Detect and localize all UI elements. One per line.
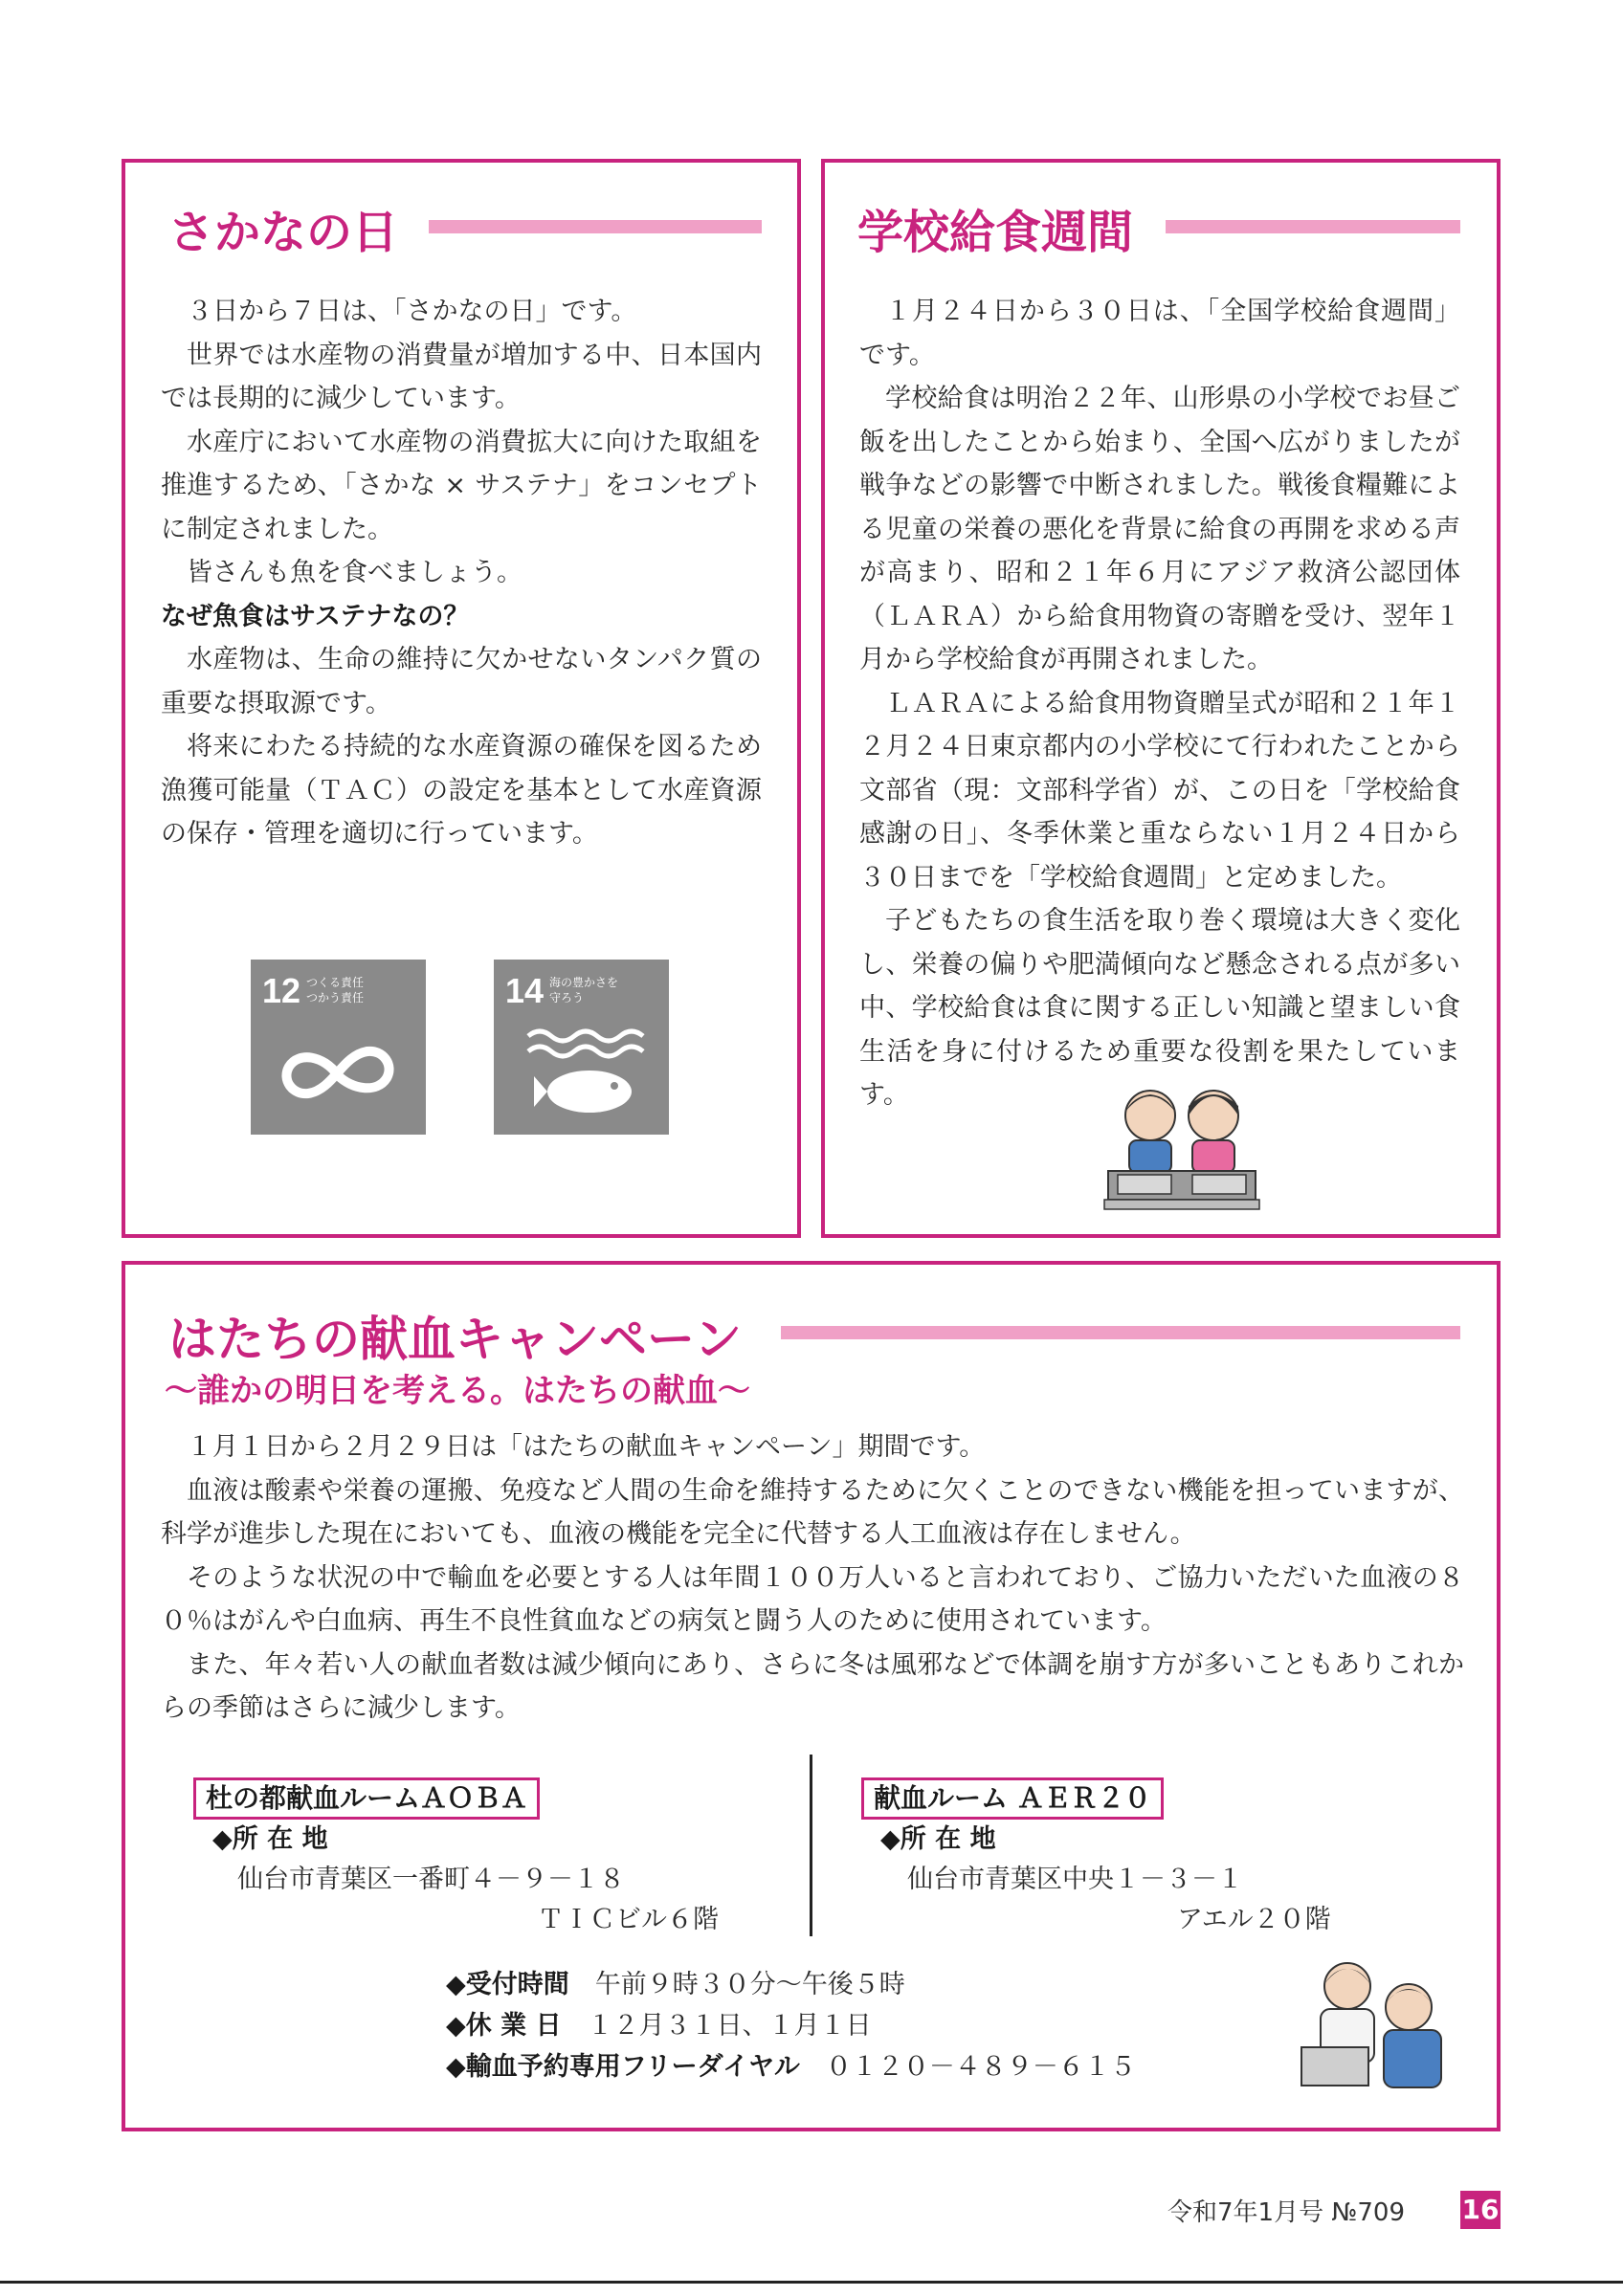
fish-day-body <box>161 290 762 856</box>
school-lunch-title-rule <box>1166 220 1460 233</box>
free-dial-value: ０１２０－４８９－６１５ <box>825 2052 1136 2082</box>
school-lunch-paragraph: ＬＡＲＡによる給食用物資贈呈式が昭和２１年１２月２４日東京都内の小学校にて行われたことから文部省（現：文部科学省）が、この日を「学校給食感謝の日」、冬季休業と重ならない１月２４日から３０日までを「学校給食週間」と定めました。 <box>859 688 1460 893</box>
closed-days-value: １２月３１日、１月１日 <box>587 2011 872 2041</box>
fish-day-paragraph: ３日から７日は、「さかなの日」です。 <box>187 297 637 326</box>
blood-campaign-paragraph: また、年々若い人の献血者数は減少傾向にあり、さらに冬は風邪などで体調を崩す方が多いこともありこれからの季節はさらに減少します。 <box>161 1649 1464 1723</box>
closed-days <box>446 2006 872 2046</box>
blood-campaign-subtitle: ～誰かの明日を考える。はたちの献血～ <box>165 1372 750 1410</box>
sdg14-number: 14 <box>505 971 545 1010</box>
room1-address-label-text: ◆所 在 地 <box>212 1824 328 1854</box>
blood-campaign-paragraph: １月１日から２月２９日は「はたちの献血キャンペーン」期間です。 <box>187 1432 986 1462</box>
room2-address2: アエル２０階 <box>1177 1905 1331 1934</box>
school-lunch-title: 学校給食週間 <box>857 206 1134 259</box>
school-lunch-paragraph: 子どもたちの食生活を取り巻く環境は大きく変化し、栄養の偏りや肥満傾向など懸念される点が多い中、学校給食は食に関する正しい知識と望ましい食生活を身に付けるため重要な役割を果たしています。 <box>859 906 1460 1110</box>
room1-name: 杜の都献血ルームＡＯＢＡ <box>193 1777 540 1820</box>
sdg12-number: 12 <box>262 971 301 1010</box>
blood-campaign-paragraph: 血液は酸素や栄養の運搬、免疫など人間の生命を維持するために欠くことのできない機能を担っていますが、科学が進歩した現在においても、血液の機能を完全に代替する人工血液は存在しません。 <box>161 1475 1464 1549</box>
fish-day-title: さかなの日 <box>168 206 399 259</box>
reception-hours-value: 午前９時３０分～午後５時 <box>594 1970 905 1999</box>
fish-day-subheading: なぜ魚食はサステナなの？ <box>161 601 470 631</box>
room-divider <box>810 1755 812 1936</box>
fish-day-paragraph: 水産物は、生命の維持に欠かせないタンパク質の重要な摂取源です。 <box>161 645 762 718</box>
sdg12-label: つくる責任 つかう責任 <box>306 976 365 1004</box>
fish-day-paragraph: 水産庁において水産物の消費拡大に向けた取組を推進するため、「さかな × サステナ」をコンセプトに制定されました。 <box>161 427 762 544</box>
children-lunch-illustration <box>1101 1077 1263 1221</box>
bottom-edge-line <box>0 2281 1623 2284</box>
fish-day-paragraph: 世界では水産物の消費量が増加する中、日本国内では長期的に減少しています。 <box>161 340 762 413</box>
room2-address-label-text: ◆所 在 地 <box>880 1824 996 1854</box>
blood-campaign-title-rule <box>781 1326 1460 1339</box>
school-lunch-paragraph: １月２４日から３０日は、「全国学校給食週間」です。 <box>859 297 1460 370</box>
page-number: 16 <box>1460 2191 1501 2229</box>
room2-name: 献血ルーム ＡＥＲ２０ <box>861 1777 1164 1820</box>
room2-address1: 仙台市青葉区中央１－３－１ <box>907 1865 1243 1894</box>
free-dial <box>446 2047 1136 2087</box>
room1-address2: ＴＩＣビル６階 <box>538 1905 719 1934</box>
sdg14-label: 海の豊かさを 守ろう <box>549 976 619 1004</box>
blood-campaign-title: はたちの献血キャンペーン <box>168 1312 742 1367</box>
reception-hours-label: ◆受付時間 <box>446 1970 569 1999</box>
nurse-donor-illustration <box>1298 1954 1451 2097</box>
room1-address1: 仙台市青葉区一番町４－９－１８ <box>237 1865 625 1894</box>
blood-campaign-paragraph: そのような状況の中で輸血を必要とする人は年間１００万人いると言われており、ご協力いただいた血液の８０％はがんや白血病、再生不良性貧血などの病気と闘う人のために使用されています。 <box>161 1562 1464 1636</box>
sdg14-badge <box>494 960 669 1135</box>
reception-hours <box>446 1965 905 2005</box>
school-lunch-paragraph: 学校給食は明治２２年、山形県の小学校でお昼ご飯を出したことから始まり、全国へ広がりましたが戦争などの影響で中断されました。戦後食糧難による児童の栄養の悪化を背景に給食の再開を求める声が高まり、昭和２１年６月にアジア救済公認団体（ＬＡＲＡ）から給食用物資の寄贈を受け、翌年１月から学校給食が再開されました。 <box>859 384 1460 674</box>
fish-day-paragraph: 将来にわたる持続的な水産資源の確保を図るため漁獲可能量（ＴＡＣ）の設定を基本として水産資源の保存・管理を適切に行っています。 <box>161 732 762 849</box>
issue-label: 令和7年1月号 №709 <box>1167 2198 1406 2227</box>
room2-address-label <box>880 1820 996 1860</box>
blood-campaign-body <box>161 1425 1464 1731</box>
school-lunch-body <box>859 290 1460 1117</box>
sdg12-badge <box>251 960 426 1135</box>
closed-days-label: ◆休 業 日 <box>446 2011 562 2041</box>
fish-day-paragraph: 皆さんも魚を食べましょう。 <box>187 558 522 587</box>
free-dial-label: ◆輸血予約専用フリーダイヤル <box>446 2052 800 2082</box>
room1-address-label <box>212 1820 328 1860</box>
fish-day-title-rule <box>429 220 762 233</box>
